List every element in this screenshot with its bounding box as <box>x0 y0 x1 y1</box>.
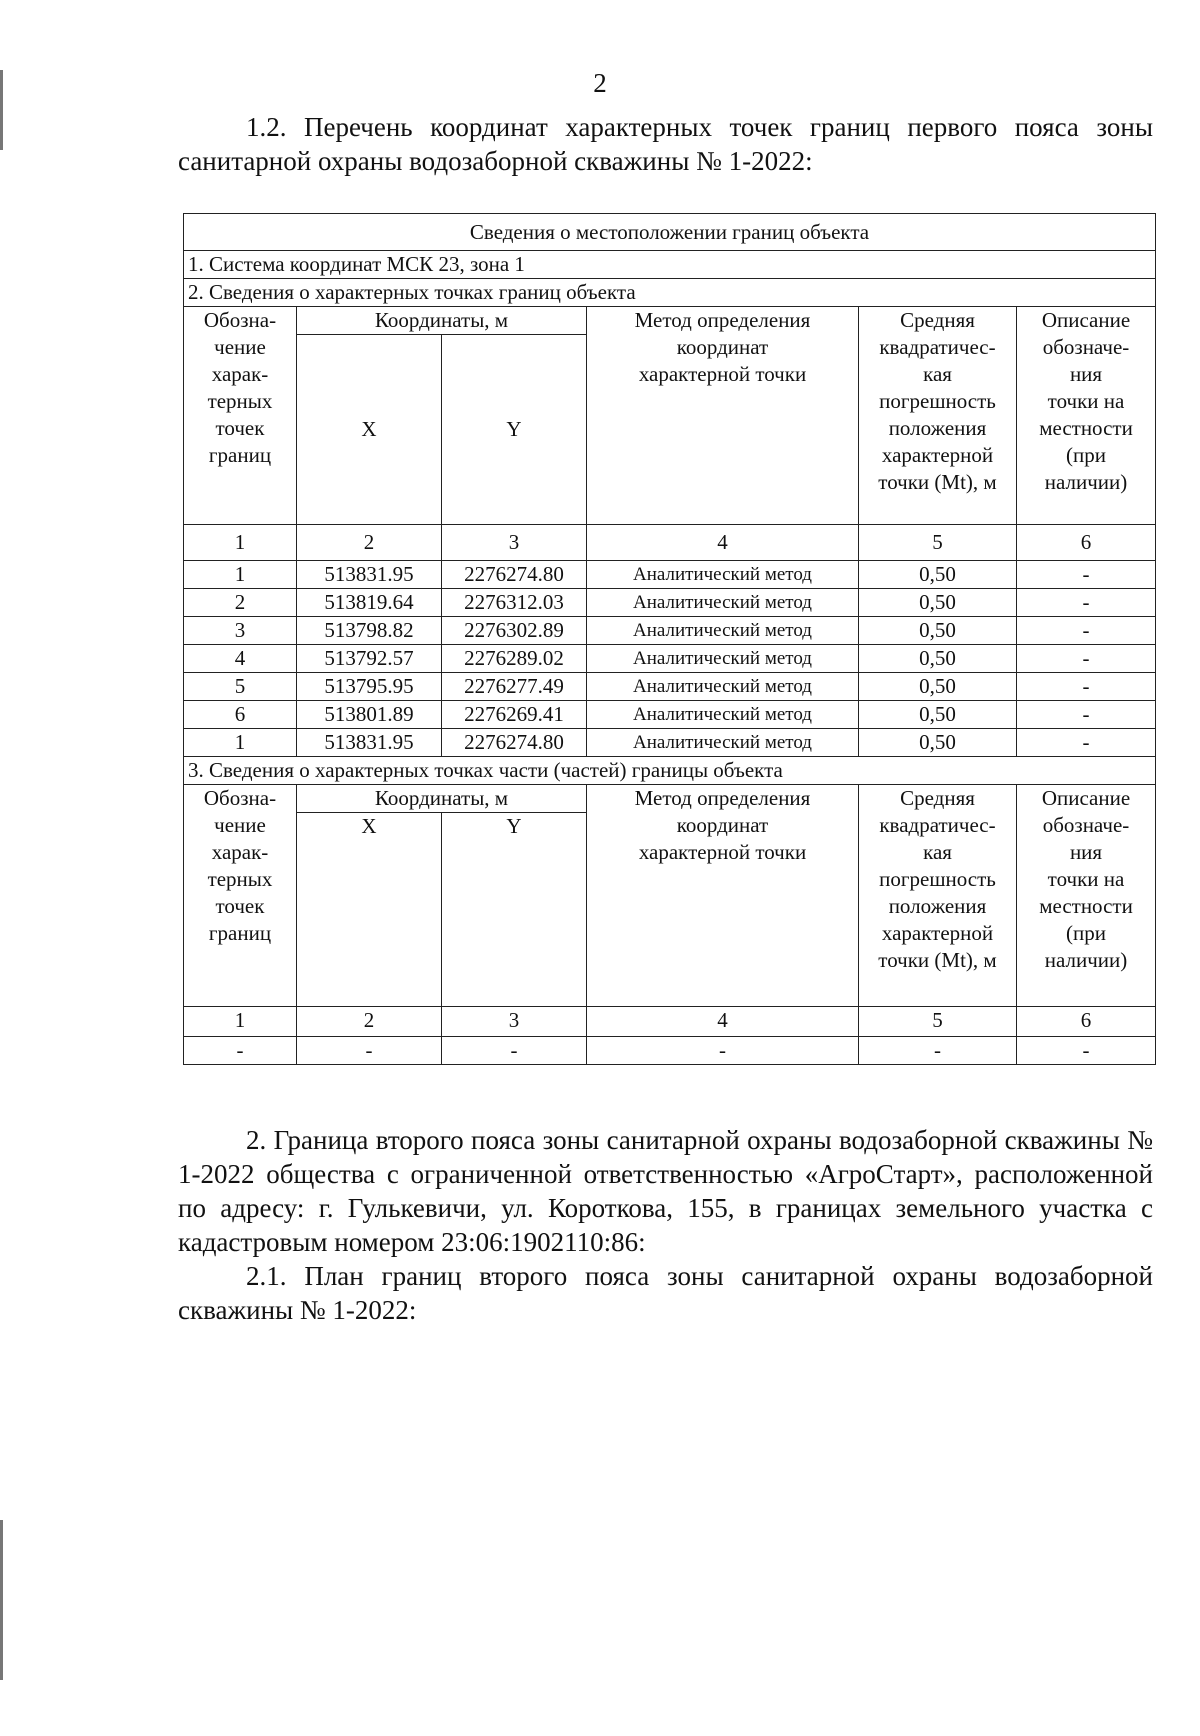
section-3-heading: 3. Сведения о характерных точках части (частей) границы объекта <box>184 757 1156 785</box>
point-id: 2 <box>184 589 297 617</box>
method: - <box>587 1037 859 1065</box>
method: Аналитический метод <box>587 645 859 673</box>
method: Аналитический метод <box>587 589 859 617</box>
header-coordinates: Координаты, м <box>297 785 587 813</box>
table-row <box>184 617 1156 645</box>
table-row <box>184 673 1156 701</box>
header-description: Описание обозначе- ния точки на местности (при наличии) <box>1017 785 1156 1007</box>
column-number: 1 <box>184 525 297 561</box>
coord-y: 2276274.80 <box>442 729 587 757</box>
column-number: 5 <box>859 525 1017 561</box>
point-id: - <box>184 1037 297 1065</box>
column-number: 4 <box>587 1007 859 1037</box>
coord-y: 2276274.80 <box>442 561 587 589</box>
header-method: Метод определения координат характерной точки <box>587 307 859 525</box>
coordinates-table <box>183 213 1156 1065</box>
scan-edge-mark <box>0 1520 3 1680</box>
error-value: - <box>859 1037 1017 1065</box>
error-value: 0,50 <box>859 673 1017 701</box>
description: - <box>1017 561 1156 589</box>
header-error: Средняя квадратичес- кая погрешность положения характерной точки (Mt), м <box>859 785 1017 1007</box>
coord-x: 513792.57 <box>297 645 442 673</box>
coord-y: 2276312.03 <box>442 589 587 617</box>
error-value: 0,50 <box>859 729 1017 757</box>
header-y: Y <box>442 335 587 525</box>
column-number: 1 <box>184 1007 297 1037</box>
table-row <box>184 701 1156 729</box>
point-id: 5 <box>184 673 297 701</box>
coord-x: 513801.89 <box>297 701 442 729</box>
coord-y: 2276302.89 <box>442 617 587 645</box>
method: Аналитический метод <box>587 617 859 645</box>
column-number: 3 <box>442 1007 587 1037</box>
coordinate-system: 1. Система координат МСК 23, зона 1 <box>184 251 1156 279</box>
table-title: Сведения о местоположении границ объекта <box>184 214 1156 251</box>
table-row <box>184 729 1156 757</box>
header-error: Средняя квадратичес- кая погрешность положения характерной точки (Mt), м <box>859 307 1017 525</box>
table-row <box>184 1037 1156 1065</box>
method: Аналитический метод <box>587 561 859 589</box>
header-x: X <box>297 335 442 525</box>
header-designation: Обозна- чение харак- терных точек границ <box>184 307 297 525</box>
description: - <box>1017 673 1156 701</box>
column-number: 2 <box>297 1007 442 1037</box>
table-row <box>184 589 1156 617</box>
point-id: 3 <box>184 617 297 645</box>
header-description: Описание обозначе- ния точки на местности (при наличии) <box>1017 307 1156 525</box>
paragraph-2: 2. Граница второго пояса зоны санитарной охраны водозаборной скважины № 1-2022 общества с ограниченной ответственностью «АгроСтарт», расположенной по адресу: г. Гулькевичи, ул. Короткова, 155, в границах земельного участка с кадастровым номером 23:06:1902110:86: <box>178 1125 1153 1257</box>
header-y: Y <box>442 813 587 1007</box>
column-number: 2 <box>297 525 442 561</box>
description: - <box>1017 617 1156 645</box>
header-designation: Обозна- чение харак- терных точек границ <box>184 785 297 1007</box>
column-number: 6 <box>1017 525 1156 561</box>
method: Аналитический метод <box>587 729 859 757</box>
column-number: 3 <box>442 525 587 561</box>
header-method: Метод определения координат характерной точки <box>587 785 859 1007</box>
point-id: 1 <box>184 561 297 589</box>
column-number: 5 <box>859 1007 1017 1037</box>
coord-y: 2276277.49 <box>442 673 587 701</box>
description: - <box>1017 589 1156 617</box>
coord-x: 513831.95 <box>297 561 442 589</box>
error-value: 0,50 <box>859 645 1017 673</box>
paragraph-2-1: 2.1. План границ второго пояса зоны санитарной охраны водозаборной скважины № 1-2022: <box>178 1261 1153 1325</box>
coord-y: - <box>442 1037 587 1065</box>
description: - <box>1017 729 1156 757</box>
description: - <box>1017 645 1156 673</box>
intro-paragraph: 1.2. Перечень координат характерных точек границ первого пояса зоны санитарной охраны водозаборной скважины № 1-2022: <box>178 112 1153 176</box>
method: Аналитический метод <box>587 673 859 701</box>
point-id: 6 <box>184 701 297 729</box>
column-numbers-row <box>184 525 1156 561</box>
coord-y: 2276269.41 <box>442 701 587 729</box>
section-2-heading: 2. Сведения о характерных точках границ объекта <box>184 279 1156 307</box>
method: Аналитический метод <box>587 701 859 729</box>
error-value: 0,50 <box>859 701 1017 729</box>
point-id: 4 <box>184 645 297 673</box>
point-id: 1 <box>184 729 297 757</box>
table-row <box>184 645 1156 673</box>
column-number: 6 <box>1017 1007 1156 1037</box>
coord-x: - <box>297 1037 442 1065</box>
description: - <box>1017 1037 1156 1065</box>
column-number: 4 <box>587 525 859 561</box>
table-title-row <box>184 214 1156 251</box>
error-value: 0,50 <box>859 589 1017 617</box>
coord-x: 513798.82 <box>297 617 442 645</box>
error-value: 0,50 <box>859 617 1017 645</box>
description: - <box>1017 701 1156 729</box>
table-row <box>184 561 1156 589</box>
header-coordinates: Координаты, м <box>297 307 587 335</box>
coord-y: 2276289.02 <box>442 645 587 673</box>
header-x: X <box>297 813 442 1007</box>
error-value: 0,50 <box>859 561 1017 589</box>
page-number: 2 <box>593 68 607 98</box>
coord-x: 513795.95 <box>297 673 442 701</box>
coord-x: 513819.64 <box>297 589 442 617</box>
column-numbers-row <box>184 1007 1156 1037</box>
coord-x: 513831.95 <box>297 729 442 757</box>
